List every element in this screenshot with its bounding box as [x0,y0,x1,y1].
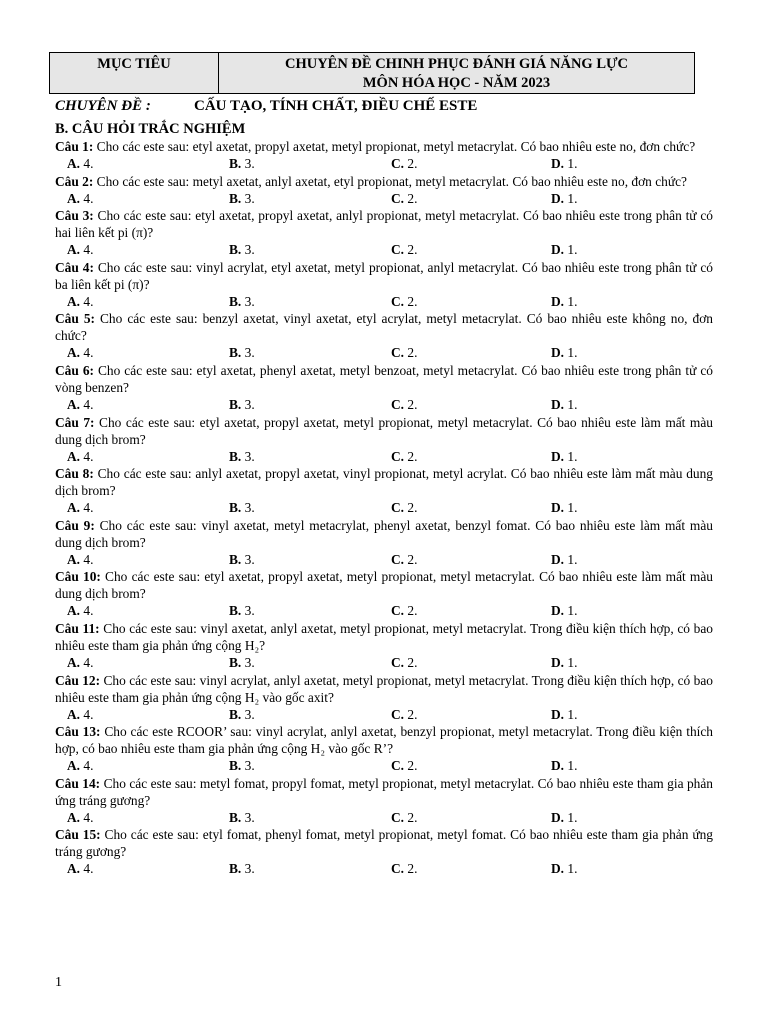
question-label: Câu 9: [55,517,95,533]
answer-options [67,706,713,724]
option-value: 3. [241,500,255,516]
answer-option [229,396,255,413]
option-value: 2. [404,190,418,206]
question-item [55,465,713,517]
answer-option [67,499,93,516]
answer-option [391,499,417,516]
option-value: 3. [241,345,255,361]
option-letter: C. [391,706,405,722]
question-item [55,517,713,569]
option-letter: C. [391,861,405,877]
option-value: 1. [564,293,578,309]
option-letter: C. [391,190,405,206]
option-value: 3. [241,190,255,206]
option-letter: C. [391,603,405,619]
answer-option [67,396,93,413]
option-value: 3. [241,706,255,722]
question-body: Cho các este sau: etyl axetat, propyl axetat, metyl propionat, metyl metacrylat. Có bao nhiêu este làm mất màu dung dịch brom? [55,414,713,447]
option-letter: A. [67,551,81,567]
answer-option [391,190,417,207]
option-letter: D. [551,448,565,464]
question-text [55,207,713,241]
option-letter: B. [229,809,242,825]
answer-option [551,396,577,413]
answer-option [551,293,577,310]
option-letter: C. [391,293,405,309]
header-right-cell [219,53,695,94]
option-letter: D. [551,242,565,258]
question-text [55,620,713,654]
answer-option [67,551,93,568]
question-body: Cho các este sau: etyl fomat, phenyl fomat, metyl propionat, metyl fomat. Có bao nhiêu este tham gia phản ứng tráng gương? [55,827,713,860]
question-label: Câu 4: [55,259,94,275]
question-body: Cho các este sau: benzyl axetat, vinyl axetat, etyl acrylat, metyl metacrylat. Có bao nhiêu este không no, đơn chức? [55,311,713,344]
question-text [55,672,713,706]
question-item [55,620,713,672]
answer-option [551,155,577,172]
option-value: 1. [564,500,578,516]
question-text [55,414,713,448]
option-letter: A. [67,156,81,171]
option-letter: A. [67,706,81,722]
header-left-label: MỤC TIÊU [97,56,171,72]
option-value: 4. [80,156,94,171]
option-letter: A. [67,654,81,670]
answer-options [67,860,713,878]
option-letter: B. [229,861,242,877]
option-value: 4. [80,603,94,619]
answer-option [67,654,93,671]
option-value: 3. [241,242,255,258]
answer-option [229,602,255,619]
question-label: Câu 5: [55,311,95,327]
option-value: 4. [80,654,94,670]
question-text [55,138,713,155]
option-letter: D. [551,603,565,619]
answer-options [67,654,713,672]
option-letter: D. [551,500,565,516]
option-letter: A. [67,190,81,206]
option-letter: D. [551,758,565,774]
answer-option [551,809,577,826]
answer-option [391,551,417,568]
header-title-line2: MÔN HÓA HỌC - NĂM 2023 [362,75,551,91]
option-value: 4. [80,551,94,567]
answer-option [229,551,255,568]
question-label: Câu 12: [55,672,101,688]
option-value: 4. [80,190,94,206]
answer-option [551,448,577,465]
option-value: 4. [80,500,94,516]
answer-option [229,499,255,516]
question-body: Cho các este sau: etyl axetat, propyl axetat, metyl propionat, metyl metacrylat. Có bao nhiêu este no, đơn chức? [93,139,696,154]
question-label: Câu 14: [55,775,101,791]
option-letter: B. [229,551,242,567]
option-value: 4. [80,706,94,722]
question-item [55,207,713,259]
answer-option [67,860,93,877]
option-letter: A. [67,293,81,309]
option-letter: B. [229,448,242,464]
question-item [55,362,713,414]
question-body: Cho các este sau: vinyl acrylat, etyl axetat, metyl propionat, anlyl metacrylat. Có bao nhiêu este trong phân tử có ba liên kết pi (π)? [55,259,713,292]
question-item [55,310,713,362]
option-value: 1. [564,190,578,206]
option-value: 2. [404,156,418,171]
option-value: 1. [564,448,578,464]
header-title-line1: CHUYÊN ĐỀ CHINH PHỤC ĐÁNH GIÁ NĂNG LỰC [284,56,629,72]
question-item [55,414,713,466]
option-value: 3. [241,551,255,567]
option-letter: A. [67,809,81,825]
question-item [55,723,713,775]
option-value: 1. [564,345,578,361]
answer-option [391,344,417,361]
answer-option [229,860,255,877]
option-letter: C. [391,396,405,412]
answer-option [67,241,93,258]
option-letter: B. [229,156,242,171]
option-value: 2. [404,448,418,464]
option-value: 4. [80,809,94,825]
option-letter: C. [391,448,405,464]
option-letter: D. [551,190,565,206]
answer-options [67,757,713,775]
answer-option [551,860,577,877]
option-value: 4. [80,861,94,877]
option-value: 3. [241,448,255,464]
option-letter: B. [229,293,242,309]
answer-option [391,293,417,310]
question-item [55,173,713,208]
question-item [55,672,713,724]
option-letter: D. [551,396,565,412]
option-letter: B. [229,706,242,722]
answer-option [551,551,577,568]
question-label: Câu 8: [55,466,94,482]
option-value: 4. [80,293,94,309]
option-value: 4. [80,345,94,361]
answer-option [391,860,417,877]
question-item [55,775,713,827]
option-letter: A. [67,242,81,258]
answer-option [229,809,255,826]
option-value: 2. [404,500,418,516]
option-value: 1. [564,654,578,670]
option-letter: B. [229,758,242,774]
option-value: 2. [404,551,418,567]
answer-option [391,396,417,413]
answer-options [67,499,713,517]
question-body: Cho các este sau: metyl fomat, propyl fomat, metyl propionat, metyl metacrylat. Có bao nhiêu este tham gia phản ứng tráng gương? [55,775,714,808]
answer-option [67,706,93,723]
question-body: Cho các este RCOOR’ sau: vinyl acrylat, anlyl axetat, benzyl propionat, metyl metacrylat. Trong điều kiện thích hợp, có bao nhiêu este tham gia phản ứng cộng H₂ vào gốc R’? [55,724,713,757]
answer-option [551,757,577,774]
answer-option [229,293,255,310]
option-value: 2. [404,293,418,309]
answer-options [67,448,713,466]
option-value: 3. [241,603,255,619]
option-value: 3. [241,861,255,877]
answer-option [551,602,577,619]
option-letter: D. [551,861,565,877]
option-letter: C. [391,809,405,825]
question-label: Câu 13: [55,724,101,740]
answer-option [391,241,417,258]
option-value: 2. [404,809,418,825]
question-item [55,826,713,878]
option-letter: C. [391,500,405,516]
option-value: 3. [241,293,255,309]
option-value: 3. [241,156,255,171]
question-label: Câu 1: [55,139,94,154]
option-value: 2. [404,861,418,877]
answer-options [67,809,713,827]
answer-options [67,344,713,362]
option-value: 3. [241,809,255,825]
option-letter: D. [551,551,565,567]
answer-option [67,602,93,619]
option-letter: A. [67,345,81,361]
option-letter: A. [67,861,81,877]
option-letter: A. [67,396,81,412]
option-letter: C. [391,242,405,258]
option-letter: B. [229,603,242,619]
option-letter: B. [229,396,242,412]
answer-option [67,155,93,172]
answer-options [67,241,713,259]
option-letter: A. [67,448,81,464]
option-value: 1. [564,706,578,722]
question-body: Cho các este sau: vinyl axetat, anlyl axetat, metyl propionat, metyl metacrylat. Trong điều kiện thích hợp, có bao nhiêu este tham gia phản ứng cộng H₂? [55,620,713,653]
question-label: Câu 11: [55,620,100,636]
answer-option [67,293,93,310]
option-value: 3. [241,396,255,412]
question-label: Câu 6: [55,362,94,378]
option-value: 1. [564,758,578,774]
question-text [55,723,713,757]
option-letter: D. [551,156,565,171]
option-letter: B. [229,345,242,361]
answer-option [391,757,417,774]
option-value: 1. [564,861,578,877]
question-text [55,568,713,602]
answer-option [229,241,255,258]
option-value: 2. [404,654,418,670]
question-body: Cho các este sau: etyl axetat, propyl axetat, anlyl propionat, metyl metacrylat. Có bao nhiêu este trong phân tử có hai liên kết pi (π)? [55,208,713,241]
question-text [55,310,713,344]
answer-options [67,396,713,414]
option-letter: C. [391,345,405,361]
question-text [55,465,713,499]
question-item [55,259,713,311]
header-table [49,52,695,94]
option-letter: B. [229,500,242,516]
answer-option [229,706,255,723]
answer-option [551,190,577,207]
option-value: 1. [564,603,578,619]
question-label: Câu 7: [55,414,95,430]
answer-option [391,809,417,826]
option-letter: A. [67,500,81,516]
option-value: 1. [564,396,578,412]
option-letter: C. [391,758,405,774]
answer-options [67,551,713,569]
option-letter: C. [391,156,405,171]
question-label: Câu 10: [55,569,101,585]
question-item [55,138,713,173]
option-letter: D. [551,809,565,825]
answer-option [67,190,93,207]
question-text [55,517,713,551]
answer-option [551,241,577,258]
header-left-cell [50,53,219,94]
option-value: 4. [80,448,94,464]
option-value: 4. [80,758,94,774]
option-letter: B. [229,190,242,206]
option-value: 1. [564,551,578,567]
option-value: 3. [241,654,255,670]
question-item [55,568,713,620]
answer-option [391,654,417,671]
answer-option [67,448,93,465]
option-value: 2. [404,345,418,361]
answer-option [551,499,577,516]
option-letter: C. [391,551,405,567]
option-value: 1. [564,242,578,258]
answer-option [229,155,255,172]
option-value: 1. [564,809,578,825]
option-value: 2. [404,603,418,619]
section-title: B. CÂU HỎI TRẮC NGHIỆM [55,121,246,137]
answer-option [229,344,255,361]
option-value: 4. [80,396,94,412]
option-value: 3. [241,758,255,774]
question-body: Cho các este sau: anlyl axetat, propyl axetat, vinyl propionat, metyl acrylat. Có bao nhiêu este làm mất màu dung dịch brom? [55,466,713,499]
answer-options [67,190,713,208]
answer-option [391,155,417,172]
option-letter: B. [229,654,242,670]
question-label: Câu 15: [55,827,101,843]
option-letter: A. [67,758,81,774]
answer-options [67,293,713,311]
question-text [55,775,713,809]
question-body: Cho các este sau: etyl axetat, phenyl axetat, metyl benzoat, metyl metacrylat. Có bao nhiêu este trong phân tử có vòng benzen? [55,362,713,395]
option-letter: D. [551,293,565,309]
question-label: Câu 2: [55,173,94,189]
question-text [55,173,713,190]
answer-options [67,155,713,173]
answer-options [67,602,713,620]
page-number: 1 [55,975,62,990]
option-letter: D. [551,654,565,670]
question-text [55,826,713,860]
answer-option [551,344,577,361]
topic-line [55,97,477,115]
question-body: Cho các este sau: vinyl acrylat, anlyl axetat, metyl propionat, metyl metacrylat. Trong điều kiện thích hợp, có bao nhiêu este tham gia phản ứng cộng H₂ vào gốc axit? [55,672,713,705]
option-value: 2. [404,242,418,258]
question-list [55,138,713,878]
option-letter: B. [229,242,242,258]
question-body: Cho các este sau: metyl axetat, anlyl axetat, etyl propionat, metyl metacrylat. Có bao nhiêu este no, đơn chức? [93,173,687,189]
answer-option [551,706,577,723]
answer-option [391,706,417,723]
topic-title: CẤU TẠO, TÍNH CHẤT, ĐIỀU CHẾ ESTE [194,98,478,114]
answer-option [229,448,255,465]
answer-option [229,757,255,774]
option-letter: D. [551,706,565,722]
option-letter: C. [391,654,405,670]
answer-option [67,344,93,361]
question-body: Cho các este sau: etyl axetat, propyl axetat, metyl propionat, metyl metacrylat. Có bao nhiêu este làm mất màu dung dịch brom? [55,569,713,602]
answer-option [551,654,577,671]
answer-option [391,602,417,619]
answer-option [229,190,255,207]
question-text [55,259,713,293]
option-value: 2. [404,396,418,412]
question-label: Câu 3: [55,208,94,224]
option-value: 2. [404,758,418,774]
question-body: Cho các este sau: vinyl axetat, metyl metacrylat, phenyl axetat, benzyl fomat. Có bao nhiêu este làm mất màu dung dịch brom? [55,517,713,550]
option-letter: A. [67,603,81,619]
answer-option [229,654,255,671]
answer-option [391,448,417,465]
option-value: 1. [564,156,578,171]
option-value: 4. [80,242,94,258]
answer-option [67,757,93,774]
question-text [55,362,713,396]
option-value: 2. [404,706,418,722]
answer-option [67,809,93,826]
option-letter: D. [551,345,565,361]
topic-label: CHUYÊN ĐỀ : [55,98,151,114]
